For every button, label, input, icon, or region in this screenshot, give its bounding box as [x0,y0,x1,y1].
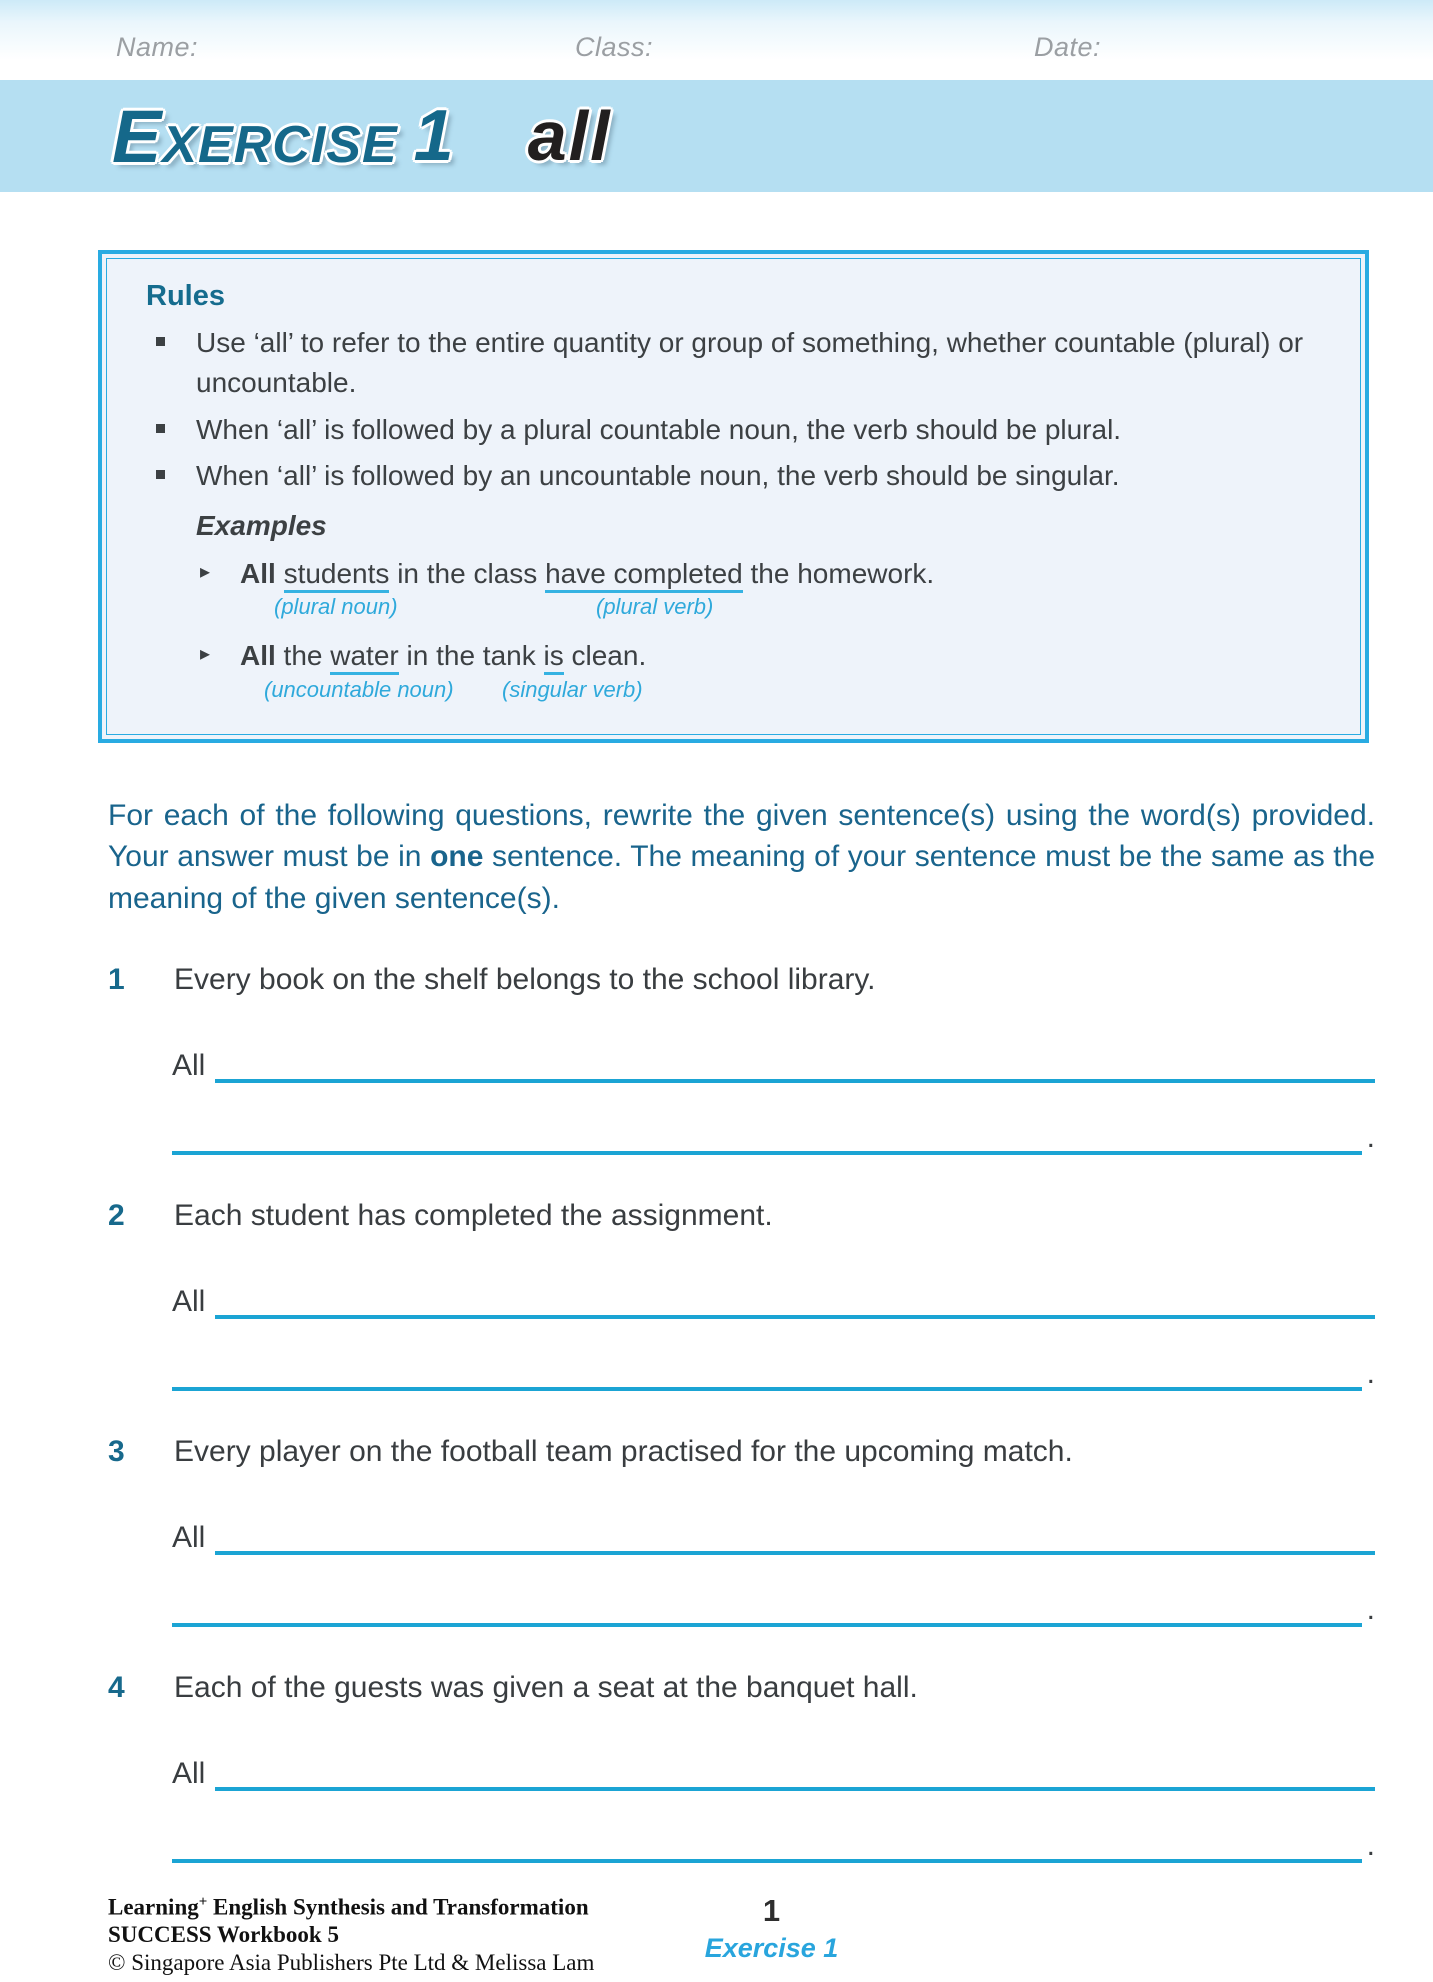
instructions-text: sentence. The meaning of your sentence must be the same as the meaning of the given sentence(s). [108,840,1376,915]
rules-heading: Rules [146,280,225,312]
answer-suffix: . [1366,1120,1375,1154]
questions-section [108,963,1375,1863]
question-row [108,1435,1375,1469]
answer-blank-line-1[interactable] [215,1517,1375,1555]
question-row [108,963,1375,997]
page-number: 1 [762,1892,781,1928]
answer-blank-line-1[interactable] [215,1281,1375,1319]
rule-text: Use ‘all’ to refer to the entire quantity or group of something, whether countable (plural) or uncountable. [196,327,1304,398]
rules-box [98,250,1369,743]
imprint-workbook-title: SUCCESS Workbook 5 [108,1922,339,1948]
imprint-superscript: + [198,1893,208,1910]
noun-annotation: (uncountable noun) [264,676,454,702]
instructions-bold-word: one [430,840,484,874]
answer-prefix: All [172,1520,206,1554]
rule-item [146,410,1325,450]
noun-annotation: (plural noun) [274,594,398,620]
example-text: clean. [563,640,647,672]
example-text: in the tank [398,640,544,672]
example-text: in the class [389,558,546,589]
question-1 [108,963,1375,1155]
answer-row [172,1517,1375,1555]
example-sentence [200,556,1325,592]
question-number: 1 [108,962,125,996]
example-sentence [200,638,1325,674]
page-exercise-label: Exercise 1 [704,1932,839,1963]
answer-blank-line-2[interactable] [172,1589,1362,1627]
exercise-title: EXERCISE [112,94,398,178]
answer-row [172,1117,1375,1155]
class-field-label: Class: [575,32,654,62]
instructions-text: For each of the following questions, rewrite the given sentence(s) using the word(s) provided. Your answer must be in [108,798,1375,874]
question-row [108,1671,1375,1705]
example-underlined-noun: students [284,558,390,593]
question-number: 3 [108,1434,125,1468]
verb-annotation: (singular verb) [502,676,643,702]
rules-list [146,323,1325,496]
answer-prefix: All [172,1756,206,1790]
page-footer [108,1893,1375,1976]
page-header [0,0,1433,80]
example-bold-word: All [240,558,276,589]
question-text: Every player on the football team practised for the upcoming match. [174,1434,1073,1468]
exercise-number: 1 [413,96,454,176]
example-text: the homework. [742,558,935,589]
example-underlined-verb: have completed [545,558,743,593]
answer-blank-line-1[interactable] [215,1753,1375,1791]
square-bullet-icon [156,424,165,433]
answer-suffix: . [1366,1356,1375,1390]
example-text [276,558,284,589]
rule-item [146,323,1325,403]
example-underlined-verb: is [544,640,564,675]
question-number: 2 [108,1198,125,1232]
answer-row [172,1825,1375,1863]
example-annotations [240,592,1325,628]
square-bullet-icon [156,470,165,479]
triangle-arrow-icon: ▸ [200,643,211,666]
imprint-text: Learning [108,1894,199,1920]
question-text: Each student has completed the assignment. [174,1198,773,1232]
question-4 [108,1671,1375,1863]
answer-prefix: All [172,1048,206,1082]
rule-item [146,456,1325,496]
question-number: 4 [108,1670,125,1704]
imprint-text: English Synthesis and Transformation [207,1894,589,1920]
answer-row [172,1281,1375,1319]
exercise-keyword: all [527,97,612,175]
verb-annotation: (plural verb) [596,594,714,620]
example-text: the [275,640,331,672]
square-bullet-icon [156,337,165,346]
page-number-block [705,1893,839,1964]
name-field-label: Name: [116,32,199,62]
rule-text: When ‘all’ is followed by a plural countable noun, the verb should be plural. [196,413,1122,445]
answer-prefix: All [172,1284,206,1318]
answer-row [172,1753,1375,1791]
question-3 [108,1435,1375,1627]
answer-blank-line-2[interactable] [172,1353,1362,1391]
answer-row [172,1353,1375,1391]
question-2 [108,1199,1375,1391]
example-bold-word: All [240,640,276,672]
answer-blank-line-2[interactable] [172,1117,1362,1155]
question-text: Every book on the shelf belongs to the school library. [174,962,876,996]
instructions-paragraph [108,795,1375,919]
date-field-label: Date: [1034,32,1102,62]
answer-row [172,1045,1375,1083]
question-text: Each of the guests was given a seat at the banquet hall. [174,1670,918,1704]
question-row [108,1199,1375,1233]
answer-suffix: . [1366,1592,1375,1626]
answer-row [172,1589,1375,1627]
example-underlined-noun: water [330,640,398,675]
rule-text: When ‘all’ is followed by an uncountable noun, the verb should be singular. [196,460,1120,492]
examples-heading: Examples [196,510,327,541]
example-annotations [240,675,1325,711]
exercise-banner [0,80,1433,192]
answer-blank-line-2[interactable] [172,1825,1362,1863]
triangle-arrow-icon: ▸ [200,561,211,583]
answer-blank-line-1[interactable] [215,1045,1375,1083]
answer-suffix: . [1366,1828,1375,1862]
imprint-copyright: © Singapore Asia Publishers Pte Ltd & Melissa Lam [108,1949,595,1975]
